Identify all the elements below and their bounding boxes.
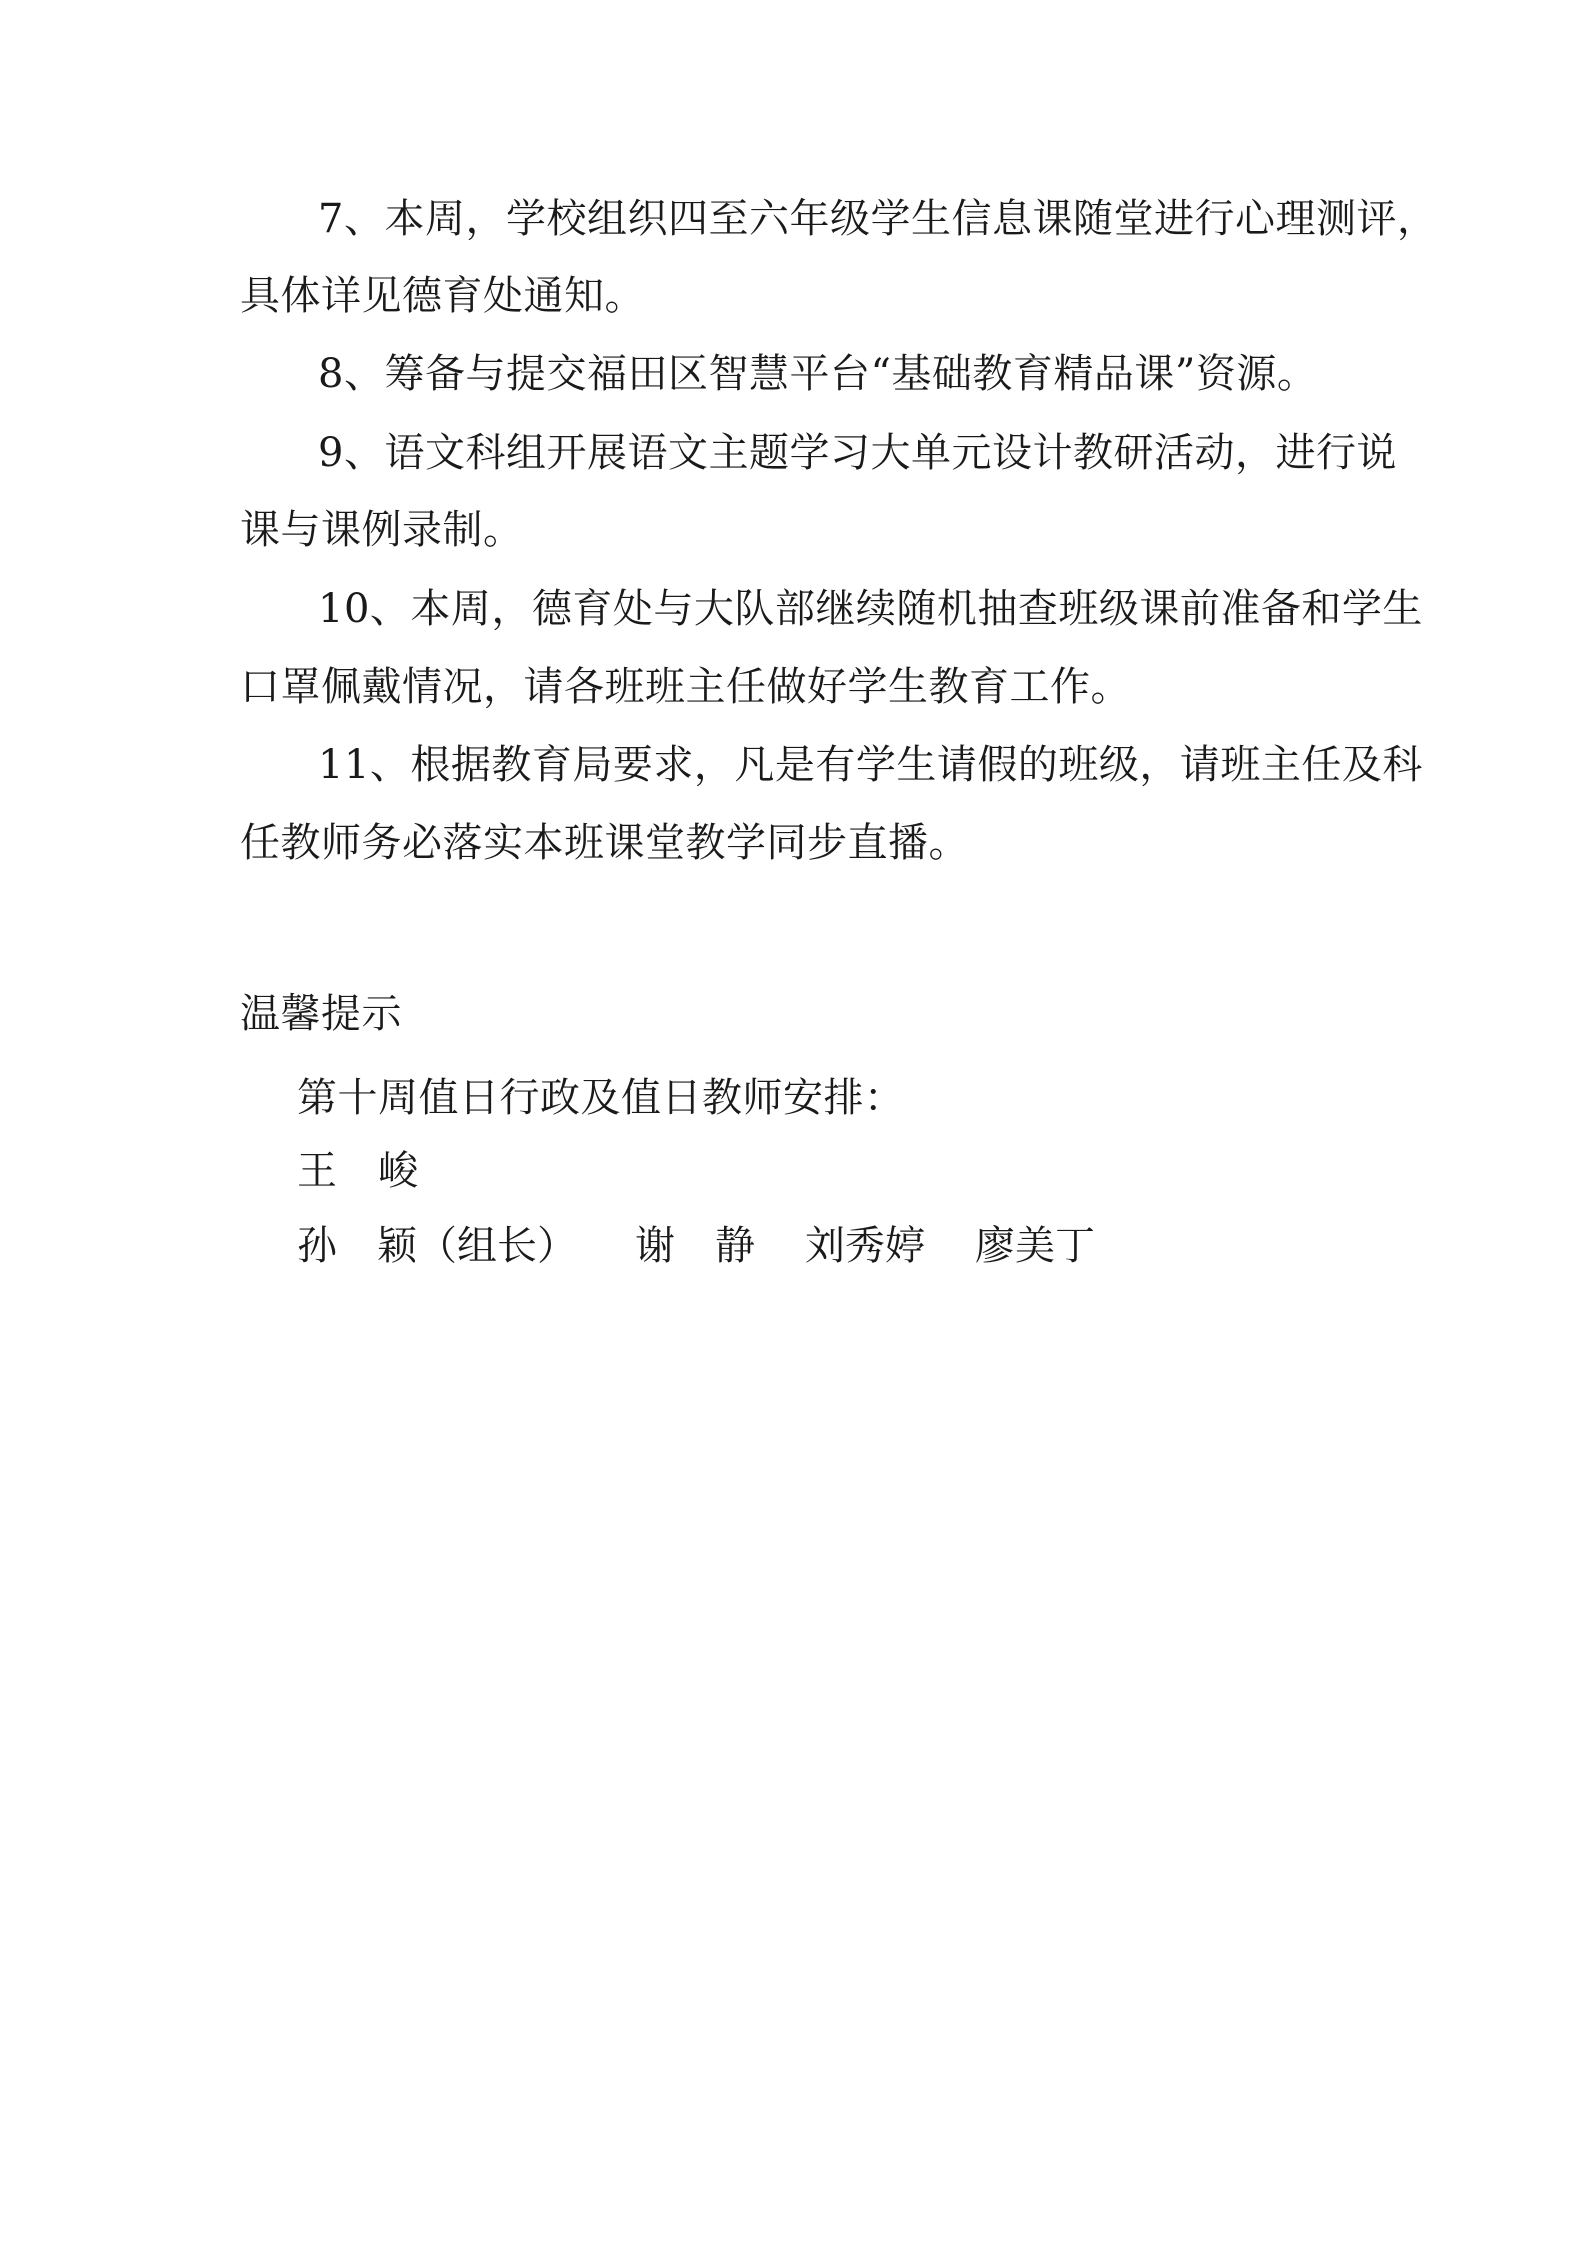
item-9-line-2: 课与课例录制。 [240,507,524,553]
duty-teacher-leader: 孙 颖（组长） [297,1223,577,1269]
item-7-line-1: 7、本周，学校组织四至六年级学生信息课随堂进行心理测评， [318,196,1438,242]
tips-heading: 温馨提示 [240,991,402,1037]
duty-teacher: 谢 静 [635,1223,755,1269]
duty-admin: 王 峻 [297,1148,419,1194]
item-10-line-1: 10、本周，德育处与大队部继续随机抽查班级课前准备和学生 [318,586,1423,632]
item-10-line-2: 口罩佩戴情况，请各班班主任做好学生教育工作。 [240,664,1131,710]
duty-teacher: 刘秀婷 [805,1223,925,1269]
item-9-line-1: 9、语文科组开展语文主题学习大单元设计教研活动，进行说 [318,430,1397,476]
item-7-line-2: 具体详见德育处通知。 [240,273,645,319]
item-11-line-1: 11、根据教育局要求，凡是有学生请假的班级，请班主任及科 [318,742,1423,788]
tips-subheading: 第十周值日行政及值日教师安排： [297,1075,905,1121]
item-11-line-2: 任教师务必落实本班课堂教学同步直播。 [240,820,969,866]
duty-teacher: 廖美丁 [975,1223,1095,1269]
item-8-line-1: 8、筹备与提交福田区智慧平台“基础教育精品课”资源。 [318,351,1318,397]
